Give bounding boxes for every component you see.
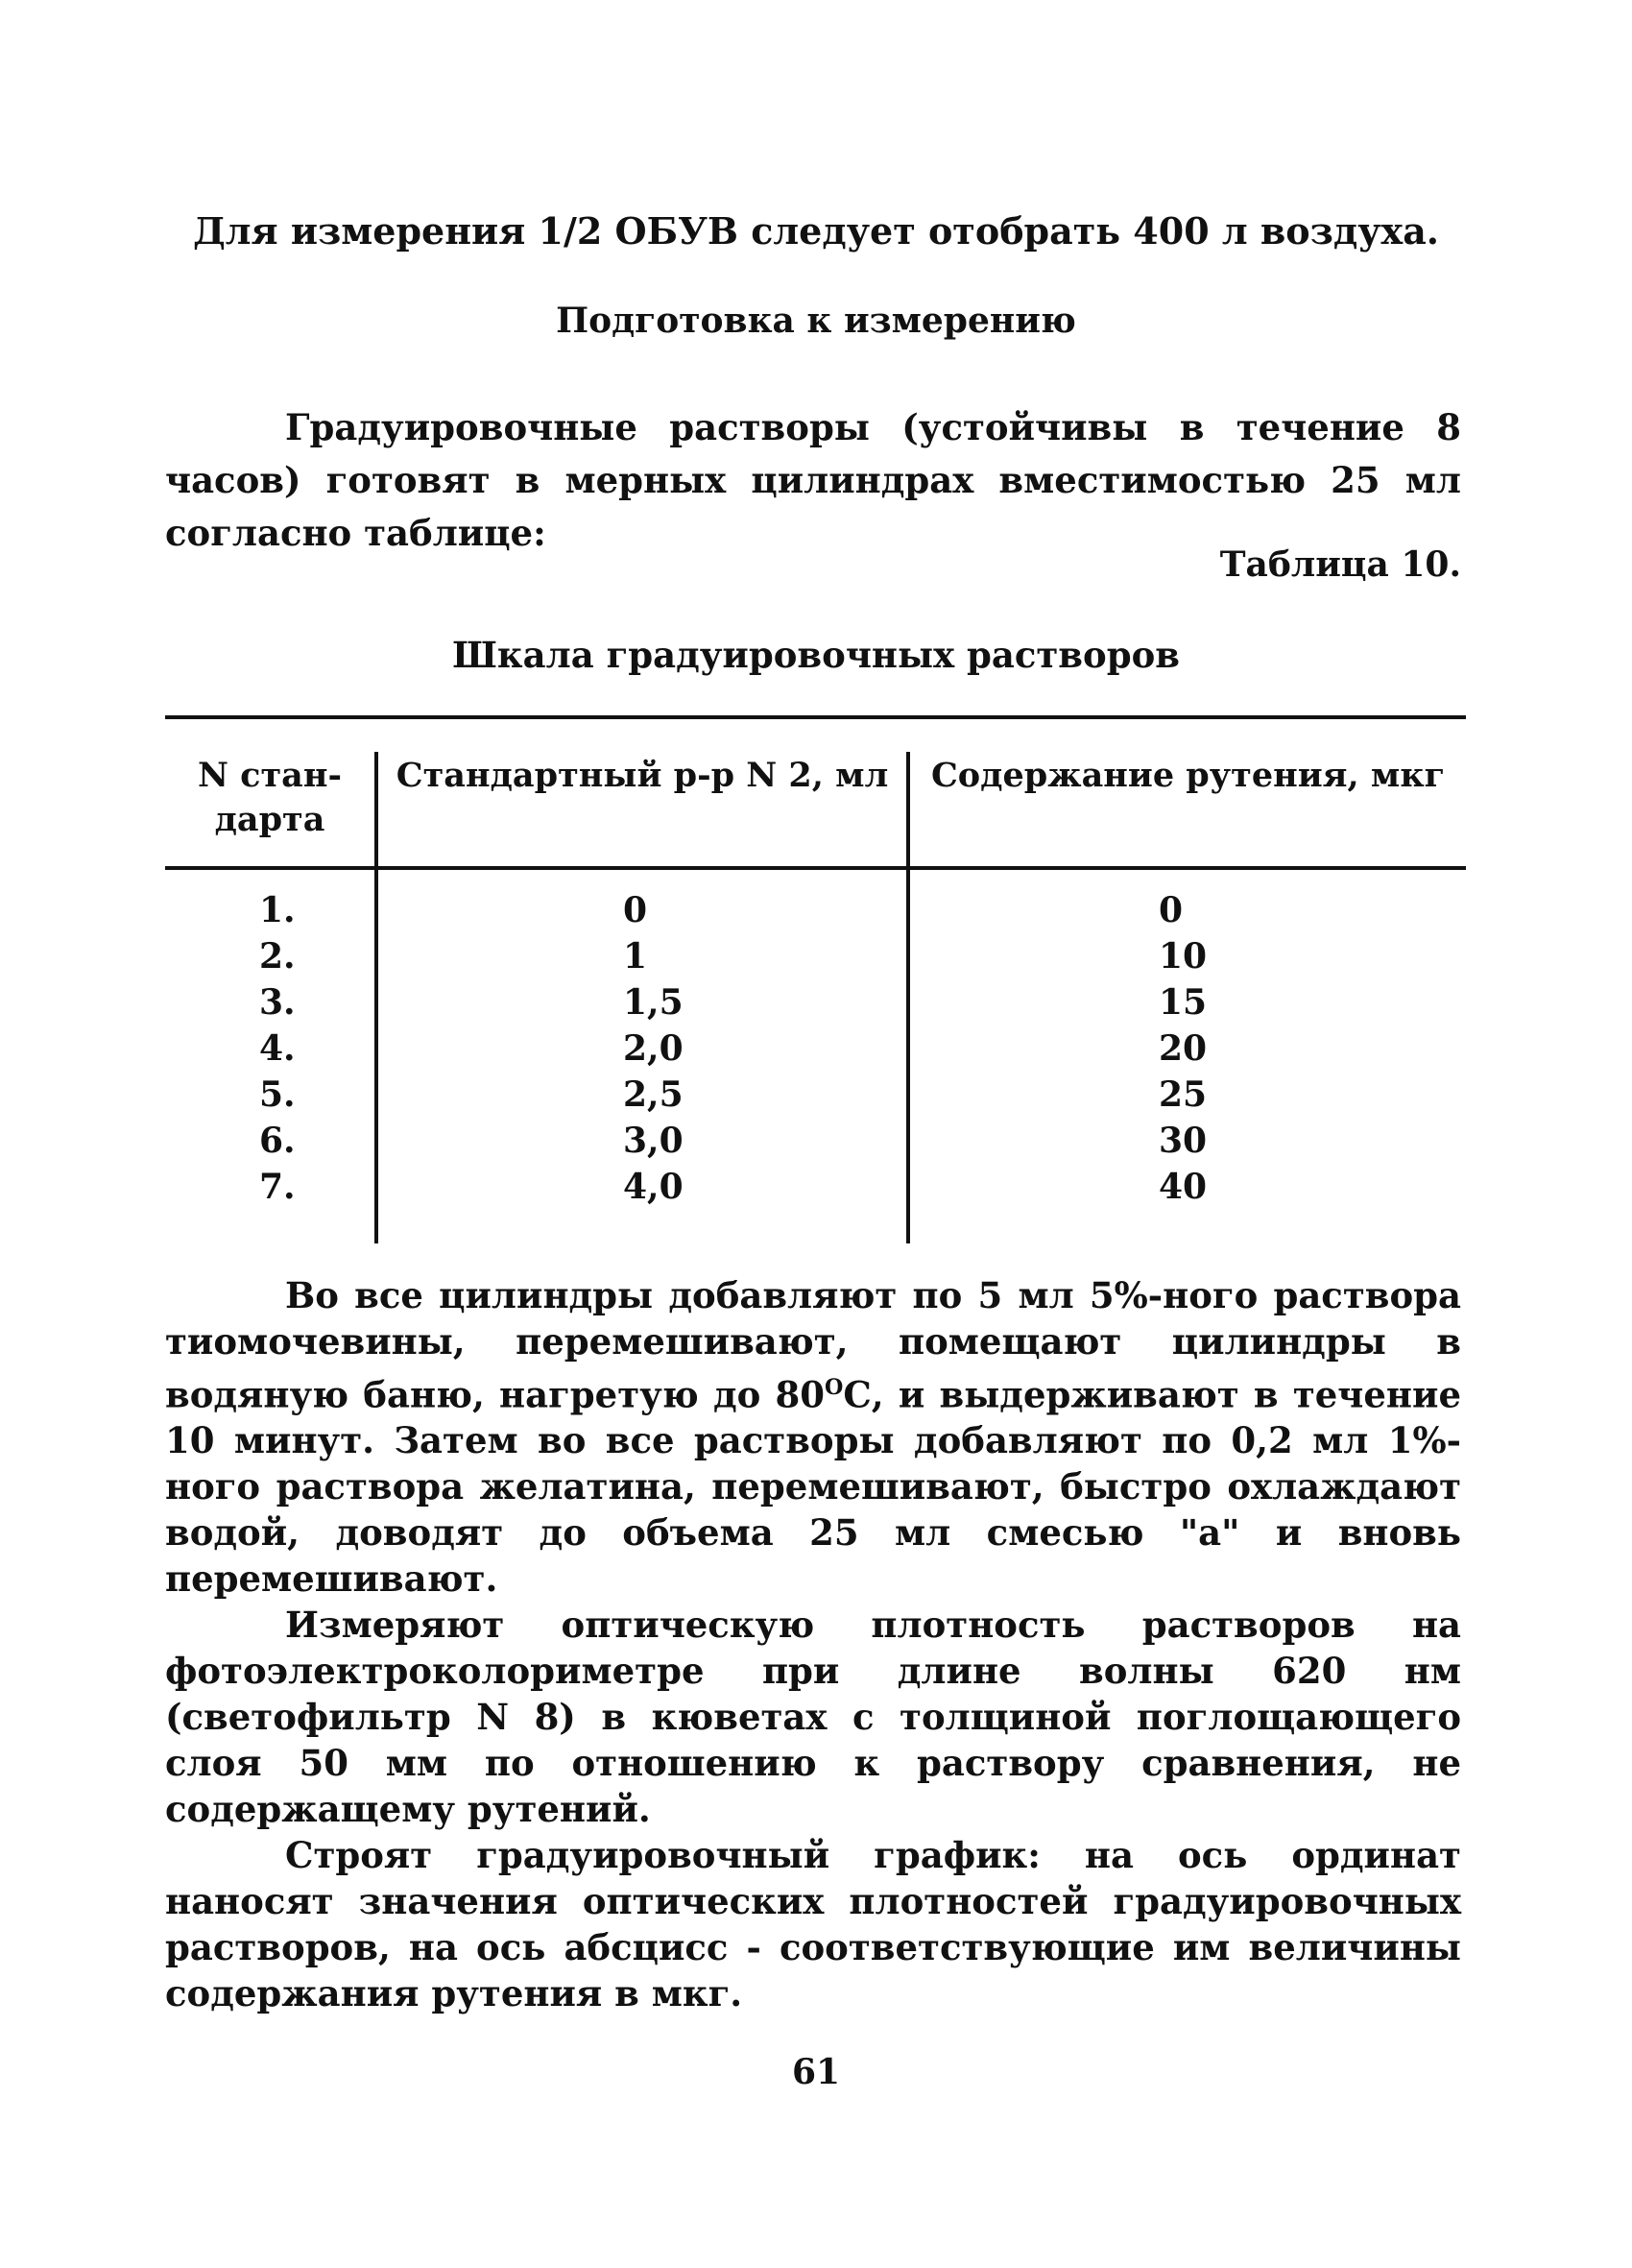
table-header-rule	[165, 866, 1466, 870]
cell-solution-volume: 1	[623, 936, 648, 977]
cell-ruthenium-content: 25	[1159, 1074, 1208, 1115]
page-number: 61	[791, 2052, 841, 2092]
degree-superscript: О	[824, 1375, 844, 1400]
cell-solution-volume: 1,5	[623, 982, 684, 1023]
cell-ruthenium-content: 0	[1159, 890, 1184, 930]
cell-standard-number: 5.	[259, 1074, 296, 1115]
cell-solution-volume: 2,5	[623, 1074, 684, 1115]
cell-solution-volume: 0	[623, 890, 648, 930]
procedure-text	[165, 1272, 1461, 2016]
cell-ruthenium-content: 10	[1159, 936, 1208, 977]
table-top-rule	[165, 715, 1466, 719]
cell-ruthenium-content: 40	[1159, 1167, 1208, 1207]
table-header-standard-number: N стан- дарта	[198, 756, 342, 839]
table-row	[165, 936, 1466, 982]
paragraph-calibration-graph: Строят градуировочный график: на ось ординат наносят значения оптических плотностей градуировочных растворов, на ось абсцисс - соответствующие им величины содержания рутения в мкг.	[165, 1834, 1461, 2015]
cell-solution-volume: 4,0	[623, 1167, 684, 1207]
cell-solution-volume: 2,0	[623, 1028, 684, 1069]
section-title: Подготовка к измерению	[556, 301, 1076, 341]
calibration-table	[165, 715, 1466, 1253]
table-row	[165, 1074, 1466, 1121]
table-header-ruthenium-content: Содержание рутения, мкг	[930, 756, 1446, 795]
intro-line: Для измерения 1/2 ОБУВ следует отобрать 400 л воздуха.	[192, 209, 1440, 253]
cell-ruthenium-content: 30	[1159, 1121, 1208, 1161]
cell-standard-number: 3.	[259, 982, 296, 1023]
table-row	[165, 1167, 1466, 1213]
cell-standard-number: 2.	[259, 936, 296, 977]
table-row	[165, 1028, 1466, 1074]
paragraph-thiourea-part2: С, и выдерживают в течение 10 минут. Затем во все растворы добавляют по 0,2 мл 1%-ного раствора желатина, перемешивают, быстро охлаждают водой, доводят до объема 25 мл смесью "а" и вновь перемешивают.	[165, 1373, 1461, 1601]
cell-ruthenium-content: 20	[1159, 1028, 1208, 1069]
table-label: Таблица 10.	[1219, 544, 1461, 585]
table-row	[165, 1121, 1466, 1167]
table-title: Шкала градуировочных растворов	[452, 634, 1180, 676]
paragraph-thiourea	[165, 1272, 1461, 1602]
table-row	[165, 982, 1466, 1028]
paragraph-thiourea-part1: Во все цилиндры добавляют по 5 мл 5%-ного раствора тиомочевины, перемешивают, помещают цилиндры в водяную баню, нагретую до 80	[165, 1274, 1461, 1416]
cell-standard-number: 4.	[259, 1028, 296, 1069]
cell-standard-number: 7.	[259, 1167, 296, 1207]
table-row	[165, 890, 1466, 936]
paragraph-optical-density: Измеряют оптическую плотность растворов на фотоэлектроколориметре при длине волны 620 нм (светофильтр N 8) в кюветах с толщиной поглощающего слоя 50 мм по отношению к раствору сравнения, не содержащему рутений.	[165, 1604, 1461, 1831]
cell-ruthenium-content: 15	[1159, 982, 1208, 1023]
cell-standard-number: 6.	[259, 1121, 296, 1161]
table-header-solution-volume: Стандартный р-р N 2, мл	[396, 756, 889, 795]
cell-standard-number: 1.	[259, 890, 296, 930]
cell-solution-volume: 3,0	[623, 1121, 684, 1161]
paragraph-calibration: Градуировочные растворы (устойчивы в течение 8 часов) готовят в мерных цилиндрах вместимостью 25 мл согласно таблице:	[165, 406, 1461, 554]
table-body	[165, 890, 1466, 1213]
